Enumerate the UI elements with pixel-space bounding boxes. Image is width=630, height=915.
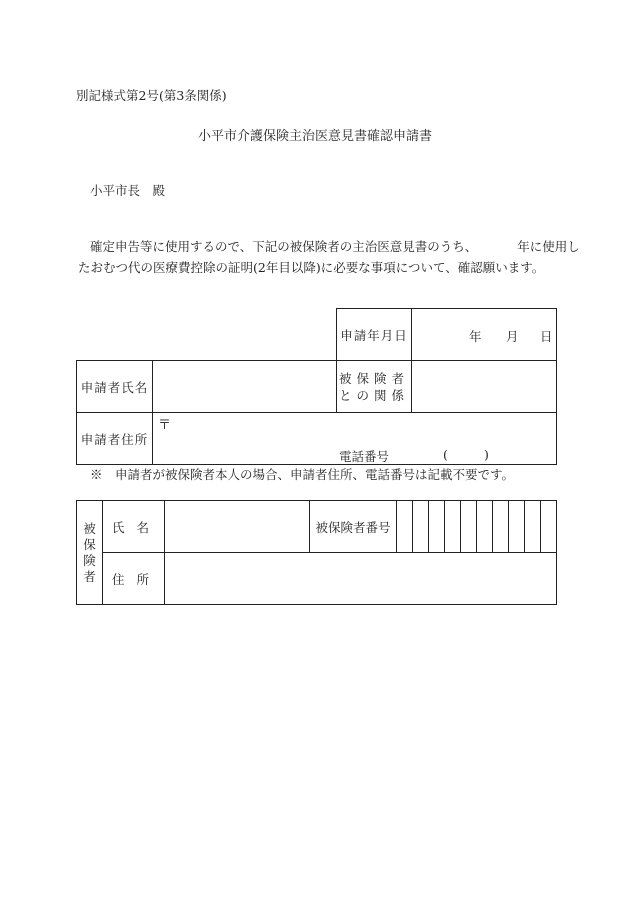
date-label: 申請年月日	[337, 309, 412, 361]
insured-address-label: 住所	[103, 553, 165, 605]
side-char-2: 保	[83, 536, 96, 552]
insured-side-label	[77, 501, 103, 605]
insured-address-field[interactable]	[165, 553, 557, 605]
relation-label	[337, 361, 412, 413]
addressee: 小平市長 殿	[90, 183, 166, 198]
insured-number-digit[interactable]	[477, 501, 493, 553]
date-field[interactable]	[412, 309, 557, 361]
insured-number-digit[interactable]	[509, 501, 525, 553]
applicant-table	[76, 308, 557, 465]
postal-mark: 〒	[158, 418, 172, 433]
applicant-address-label: 申請者住所	[77, 413, 153, 465]
applicant-address-field[interactable]	[153, 413, 557, 465]
insured-number-digit[interactable]	[445, 501, 461, 553]
applicant-name-field[interactable]	[153, 361, 337, 413]
statement-line1-b: 年に使用し	[517, 239, 580, 254]
document-title: 小平市介護保険主治医意見書確認申請書	[197, 129, 432, 144]
request-statement	[78, 236, 580, 278]
day-label: 日	[540, 329, 553, 344]
applicant-name-label: 申請者氏名	[77, 361, 153, 413]
insured-name-field[interactable]	[165, 501, 310, 553]
side-char-3: 険	[83, 552, 96, 568]
tel-label: 電話番号	[339, 449, 390, 464]
side-char-4: 者	[83, 568, 96, 584]
insured-number-digit[interactable]	[525, 501, 541, 553]
insured-name-label: 氏名	[103, 501, 165, 553]
insured-number-digit[interactable]	[541, 501, 557, 553]
relation-label-line1: 被保険者	[338, 370, 409, 386]
insured-number-digit[interactable]	[397, 501, 413, 553]
relation-field[interactable]	[412, 361, 557, 413]
statement-line1-a: 確定申告等に使用するので、下記の被保険者の主治医意見書のうち、	[90, 239, 478, 254]
tel-paren-open: (	[443, 447, 448, 462]
insured-table	[76, 500, 557, 605]
side-char-1: 被	[83, 520, 96, 536]
insured-number-digit[interactable]	[461, 501, 477, 553]
note-text: ※ 申請者が被保険者本人の場合、申請者住所、電話番号は記載不要です。	[90, 467, 515, 482]
statement-line2: たおむつ代の医療費控除の証明(2年目以降)に必要な事項について、確認願います。	[78, 260, 545, 275]
insured-number-digit[interactable]	[429, 501, 445, 553]
insured-number-label: 被保険者番号	[310, 501, 397, 553]
form-number: 別記様式第2号(第3条関係)	[76, 88, 227, 103]
tel-paren-close: )	[484, 447, 489, 462]
insured-number-digit[interactable]	[413, 501, 429, 553]
relation-label-line2: との関係	[338, 387, 409, 403]
month-label: 月	[506, 329, 519, 344]
year-label: 年	[469, 329, 482, 344]
insured-number-digit[interactable]	[493, 501, 509, 553]
